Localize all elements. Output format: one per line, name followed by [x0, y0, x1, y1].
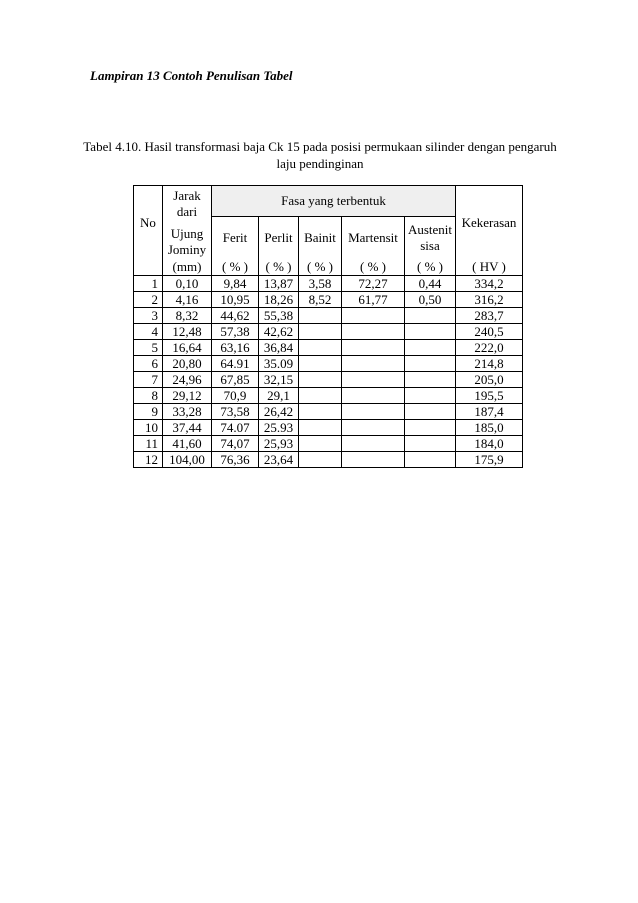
cell-perlit: 25,93: [259, 436, 299, 452]
cell-perlit: 18,26: [259, 292, 299, 308]
cell-austenit: [405, 436, 456, 452]
cell-kekerasan: 222,0: [456, 340, 523, 356]
header-austenit: [405, 217, 456, 260]
cell-kekerasan: 240,5: [456, 324, 523, 340]
header-jarak-line2: dari: [176, 203, 198, 219]
cell-bainit: [299, 404, 342, 420]
cell-ferit: 63,16: [212, 340, 259, 356]
cell-jarak: 37,44: [163, 420, 212, 436]
cell-kekerasan: 205,0: [456, 372, 523, 388]
cell-perlit: 42,62: [259, 324, 299, 340]
cell-no: 7: [134, 372, 163, 388]
cell-austenit: [405, 452, 456, 468]
cell-no: 10: [134, 420, 163, 436]
cell-kekerasan: 316,2: [456, 292, 523, 308]
cell-bainit: [299, 372, 342, 388]
cell-kekerasan: 187,4: [456, 404, 523, 420]
cell-jarak: 104,00: [163, 452, 212, 468]
cell-no: 9: [134, 404, 163, 420]
cell-austenit: [405, 388, 456, 404]
cell-martensit: [342, 308, 405, 324]
cell-kekerasan: 334,2: [456, 276, 523, 292]
header-perlit: Perlit: [259, 217, 299, 260]
cell-martensit: [342, 420, 405, 436]
cell-bainit: [299, 356, 342, 372]
cell-austenit: [405, 356, 456, 372]
header-bainit: Bainit: [299, 217, 342, 260]
caption-line-1: Tabel 4.10. Hasil transformasi baja Ck 15 pada posisi permukaan silinder dengan pengaruh: [83, 139, 557, 154]
cell-kekerasan: 214,8: [456, 356, 523, 372]
cell-kekerasan: 283,7: [456, 308, 523, 324]
cell-perlit: 29,1: [259, 388, 299, 404]
cell-perlit: 35.09: [259, 356, 299, 372]
table-row: [134, 388, 523, 404]
header-kekerasan: Kekerasan: [456, 186, 523, 260]
unit-jarak: (mm): [163, 259, 212, 276]
unit-austenit: ( % ): [405, 259, 456, 276]
cell-jarak: 16,64: [163, 340, 212, 356]
cell-martensit: 61,77: [342, 292, 405, 308]
cell-bainit: 8,52: [299, 292, 342, 308]
table-row: [134, 324, 523, 340]
table-row: [134, 308, 523, 324]
cell-perlit: 55,38: [259, 308, 299, 324]
cell-austenit: [405, 420, 456, 436]
cell-no: 8: [134, 388, 163, 404]
header-austenit-line1: Austenit: [407, 222, 453, 237]
cell-martensit: [342, 340, 405, 356]
cell-kekerasan: 175,9: [456, 452, 523, 468]
cell-martensit: [342, 436, 405, 452]
table-row: [134, 420, 523, 436]
cell-jarak: 4,16: [163, 292, 212, 308]
cell-no: 12: [134, 452, 163, 468]
table-row: [134, 356, 523, 372]
cell-perlit: 36,84: [259, 340, 299, 356]
unit-no: [134, 259, 163, 276]
cell-kekerasan: 185,0: [456, 420, 523, 436]
table-row: [134, 276, 523, 292]
cell-jarak: 12,48: [163, 324, 212, 340]
cell-ferit: 44,62: [212, 308, 259, 324]
cell-ferit: 57,38: [212, 324, 259, 340]
table-row: [134, 452, 523, 468]
cell-ferit: 64.91: [212, 356, 259, 372]
cell-martensit: [342, 372, 405, 388]
cell-jarak: 8,32: [163, 308, 212, 324]
cell-austenit: [405, 372, 456, 388]
cell-austenit: [405, 340, 456, 356]
cell-martensit: [342, 404, 405, 420]
cell-ferit: 70,9: [212, 388, 259, 404]
cell-no: 3: [134, 308, 163, 324]
cell-jarak: 41,60: [163, 436, 212, 452]
unit-martensit: ( % ): [342, 259, 405, 276]
cell-bainit: [299, 324, 342, 340]
header-fasa-group: Fasa yang terbentuk: [212, 186, 456, 217]
cell-no: 1: [134, 276, 163, 292]
cell-ferit: 10,95: [212, 292, 259, 308]
table-row: [134, 372, 523, 388]
cell-no: 4: [134, 324, 163, 340]
cell-martensit: [342, 388, 405, 404]
header-martensit: Martensit: [342, 217, 405, 260]
cell-bainit: [299, 420, 342, 436]
cell-martensit: [342, 452, 405, 468]
cell-ferit: 74.07: [212, 420, 259, 436]
table-row: [134, 292, 523, 308]
cell-jarak: 20,80: [163, 356, 212, 372]
cell-perlit: 26,42: [259, 404, 299, 420]
cell-jarak: 29,12: [163, 388, 212, 404]
cell-bainit: 3,58: [299, 276, 342, 292]
cell-austenit: [405, 404, 456, 420]
cell-perlit: 25.93: [259, 420, 299, 436]
header-jarak: [163, 186, 212, 260]
cell-kekerasan: 195,5: [456, 388, 523, 404]
unit-bainit: ( % ): [299, 259, 342, 276]
cell-jarak: 0,10: [163, 276, 212, 292]
cell-ferit: 73,58: [212, 404, 259, 420]
header-jarak-line3: Ujung: [170, 225, 204, 241]
table-caption: [80, 138, 560, 172]
cell-martensit: [342, 324, 405, 340]
cell-bainit: [299, 340, 342, 356]
cell-martensit: [342, 356, 405, 372]
cell-austenit: 0,44: [405, 276, 456, 292]
cell-ferit: 76,36: [212, 452, 259, 468]
table-row: [134, 436, 523, 452]
cell-martensit: 72,27: [342, 276, 405, 292]
appendix-heading: Lampiran 13 Contoh Penulisan Tabel: [90, 68, 293, 83]
cell-austenit: [405, 308, 456, 324]
cell-kekerasan: 184,0: [456, 436, 523, 452]
cell-ferit: 74,07: [212, 436, 259, 452]
cell-jarak: 33,28: [163, 404, 212, 420]
table-row: [134, 404, 523, 420]
header-jarak-line1: Jarak: [173, 187, 201, 203]
cell-ferit: 9,84: [212, 276, 259, 292]
unit-kekerasan: ( HV ): [456, 259, 523, 276]
transformation-table: [133, 185, 523, 468]
cell-perlit: 13,87: [259, 276, 299, 292]
cell-bainit: [299, 436, 342, 452]
unit-perlit: ( % ): [259, 259, 299, 276]
header-no: No: [134, 186, 163, 260]
header-ferit: Ferit: [212, 217, 259, 260]
cell-no: 6: [134, 356, 163, 372]
cell-jarak: 24,96: [163, 372, 212, 388]
cell-no: 11: [134, 436, 163, 452]
table-row: [134, 340, 523, 356]
cell-bainit: [299, 452, 342, 468]
cell-perlit: 32,15: [259, 372, 299, 388]
caption-line-2: laju pendinginan: [276, 156, 364, 171]
cell-no: 5: [134, 340, 163, 356]
cell-austenit: [405, 324, 456, 340]
cell-austenit: 0,50: [405, 292, 456, 308]
unit-ferit: ( % ): [212, 259, 259, 276]
cell-ferit: 67,85: [212, 372, 259, 388]
cell-bainit: [299, 388, 342, 404]
cell-no: 2: [134, 292, 163, 308]
header-jarak-line4: Jominy: [167, 241, 207, 257]
cell-perlit: 23,64: [259, 452, 299, 468]
cell-bainit: [299, 308, 342, 324]
header-austenit-line2: sisa: [420, 238, 440, 253]
table-body: [134, 276, 523, 468]
